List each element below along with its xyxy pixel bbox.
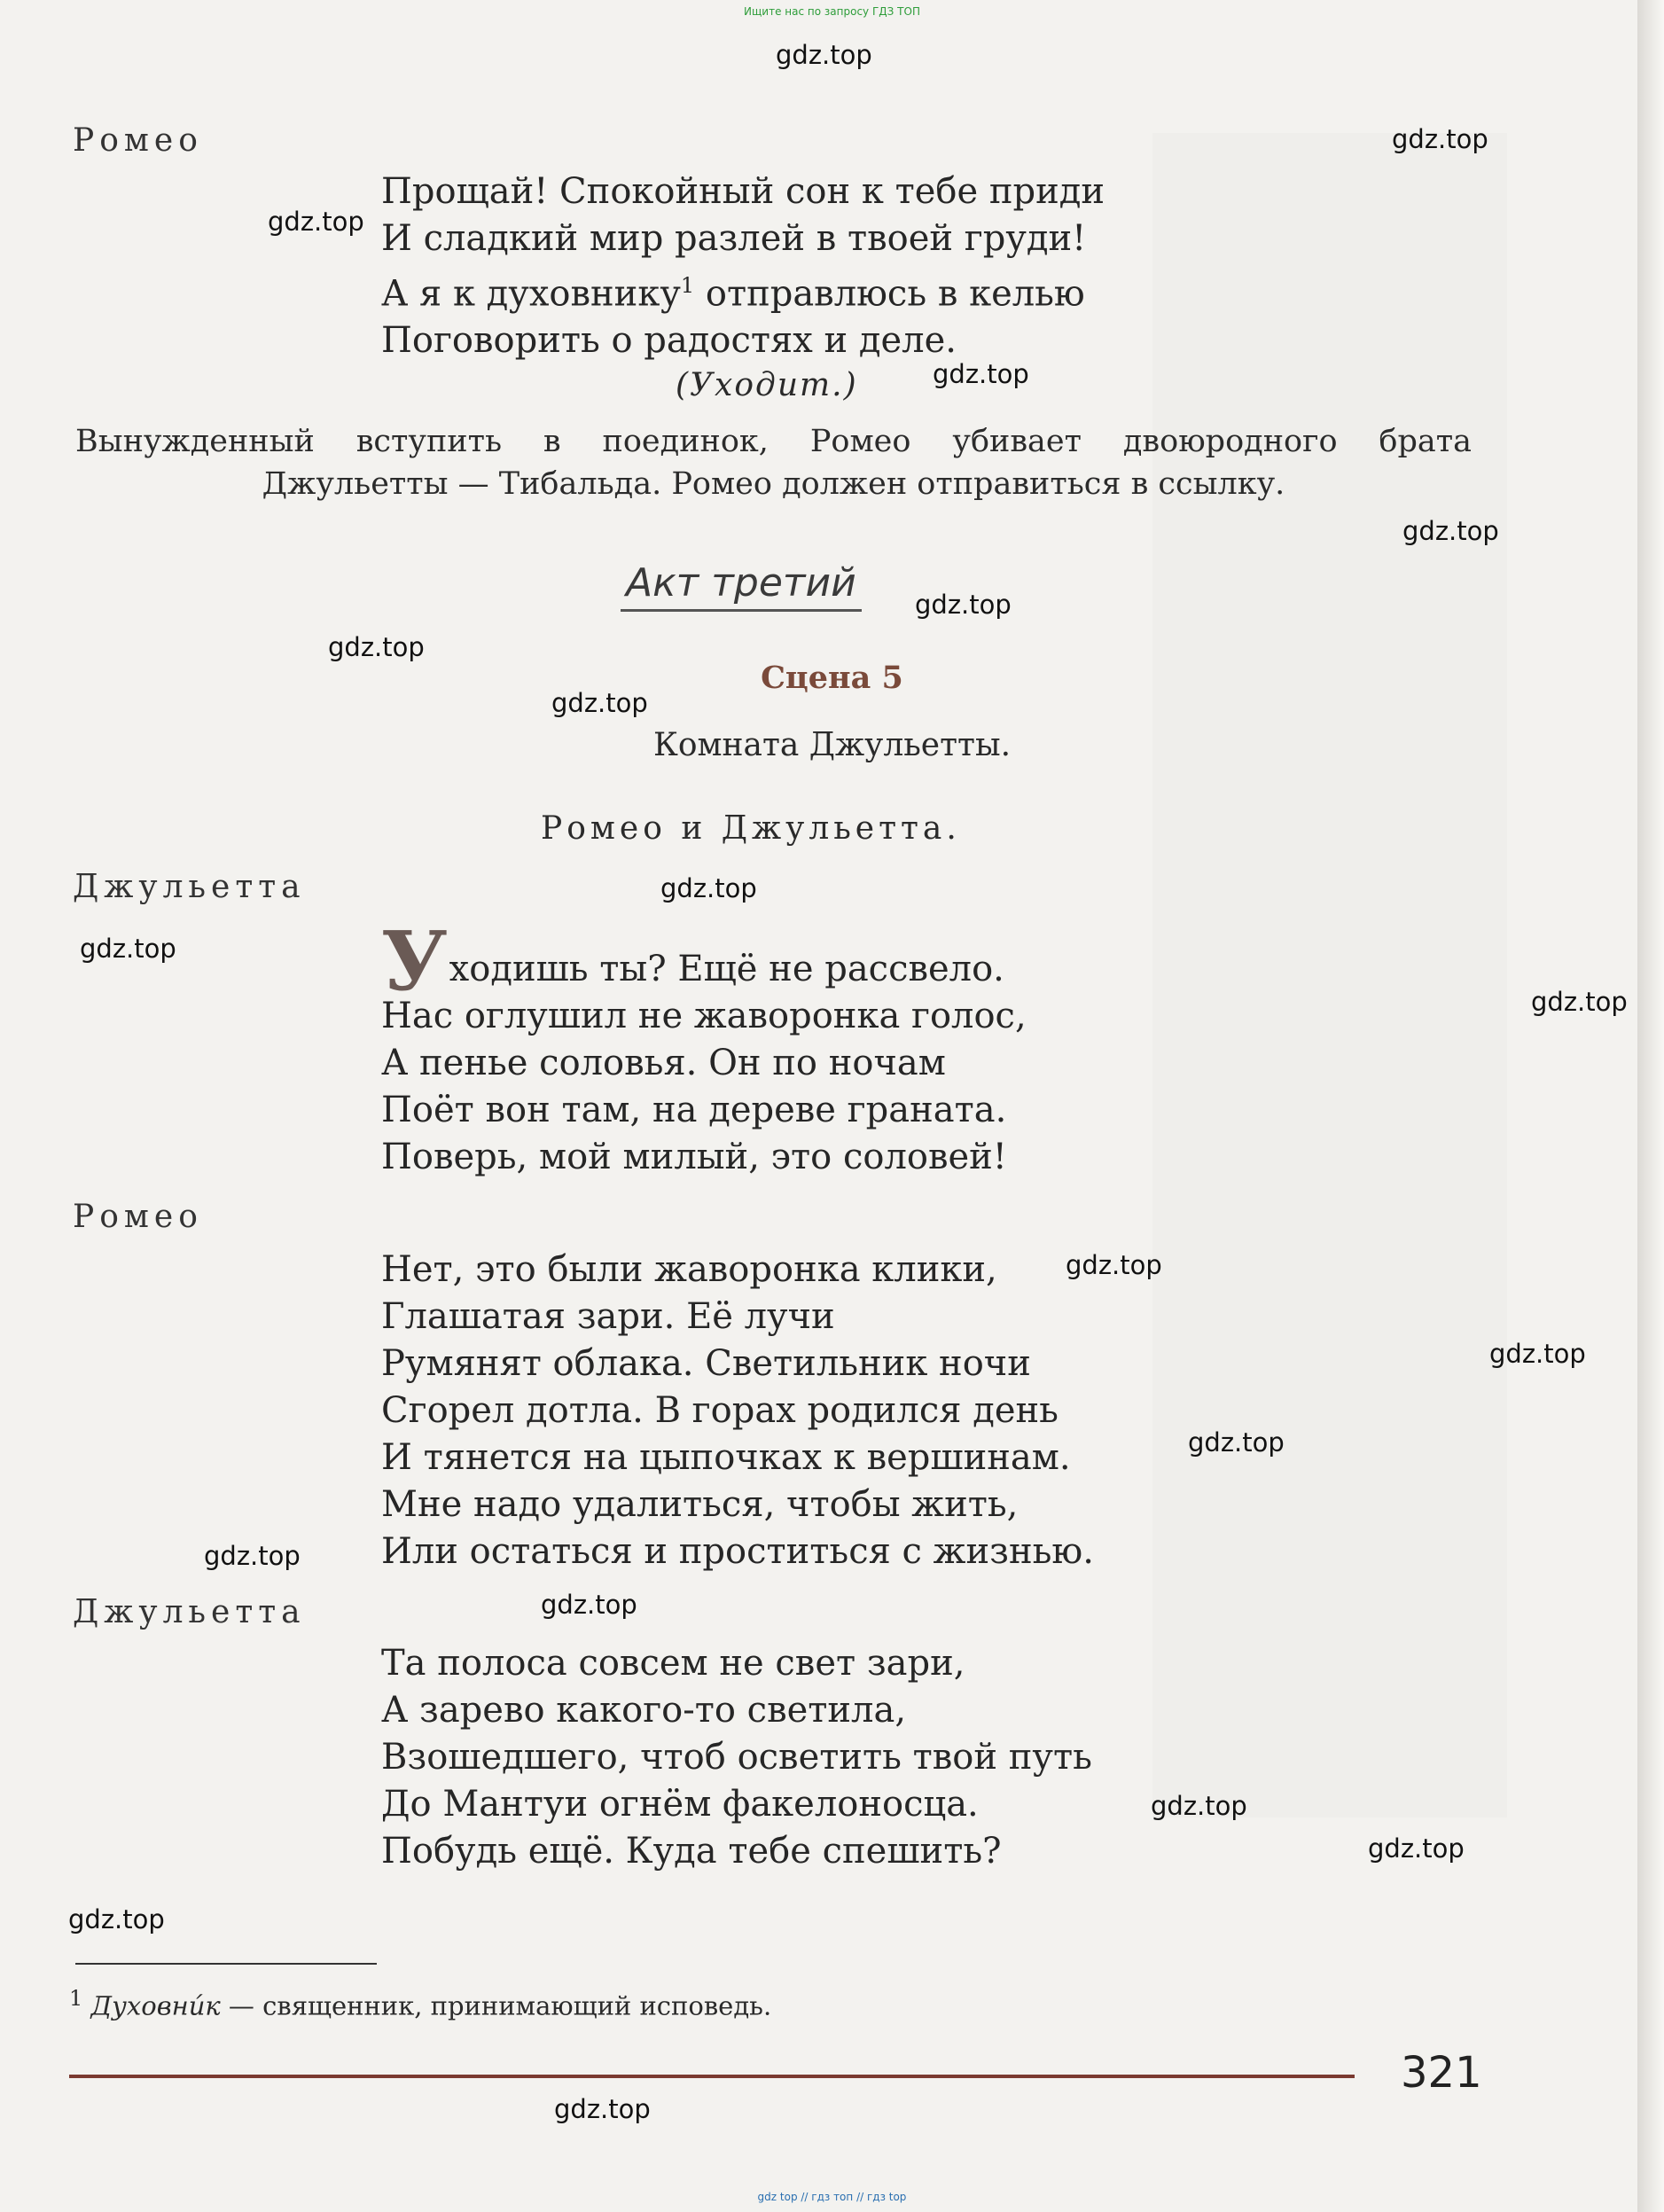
verse-line-end: отправлюсь в келью bbox=[694, 273, 1085, 315]
summary-line: Вынужденный вступить в поединок, Ромео убивает двоюродного брата bbox=[75, 424, 1472, 459]
verse-line: Та полоса совсем не свет зари, bbox=[381, 1643, 965, 1684]
verse-line bbox=[381, 262, 1105, 317]
verse-line: Румянят облака. Светильник ночи bbox=[381, 1343, 1031, 1384]
verse-block bbox=[381, 913, 1027, 1181]
plot-summary bbox=[75, 420, 1472, 505]
scene-setting: Комната Джульетты. bbox=[652, 727, 1012, 763]
watermark: gdz.top bbox=[328, 632, 425, 662]
verse-line: Сгорел дотла. В горах родился день bbox=[381, 1390, 1059, 1431]
footnote-marker: 1 bbox=[69, 1986, 83, 2011]
verse-line: Поверь, мой милый, это соловей! bbox=[381, 1137, 1007, 1177]
watermark: gdz.top bbox=[554, 2094, 651, 2124]
watermark: gdz.top bbox=[268, 207, 364, 237]
verse-line: А пенье соловья. Он по ночам bbox=[381, 1043, 946, 1083]
verse-line: И тянется на цыпочках к вершинам. bbox=[381, 1437, 1071, 1478]
verse-line: Побудь ещё. Куда тебе спешить? bbox=[381, 1831, 1002, 1872]
watermark: gdz.top bbox=[1489, 1339, 1586, 1369]
act-title: Акт третий bbox=[621, 560, 862, 612]
verse-line: До Мантуи огнём факелоносца. bbox=[381, 1784, 979, 1825]
verse-line: Прощай! Спокойный сон к тебе приди bbox=[381, 171, 1105, 212]
speaker-name: Ромео bbox=[73, 1199, 203, 1235]
footnote bbox=[69, 1986, 771, 2021]
stage-direction: (Уходит.) bbox=[676, 367, 858, 403]
scene-characters: Ромео и Джульетта. bbox=[541, 810, 961, 847]
watermark: gdz.top bbox=[1531, 987, 1628, 1017]
verse-block bbox=[381, 168, 1105, 364]
footnote-term: Духовни́к bbox=[90, 1990, 221, 2021]
verse-line-rest: ходишь ты? Ещё не рассвело. bbox=[449, 949, 1004, 989]
watermark: gdz.top bbox=[1151, 1791, 1247, 1821]
watermark: gdz.top bbox=[80, 934, 176, 964]
footnote-marker: 1 bbox=[680, 273, 695, 298]
page-edge-shadow bbox=[1637, 0, 1664, 2212]
verse-line: Нас оглушил не жаворонка голос, bbox=[381, 996, 1027, 1036]
bottom-rule bbox=[69, 2075, 1355, 2078]
speaker-name: Джульетта bbox=[73, 869, 306, 905]
bottom-link[interactable]: gdz top // гдз топ // гдз top bbox=[757, 2191, 907, 2203]
watermark: gdz.top bbox=[915, 590, 1012, 620]
verse-line: Или остаться и проститься с жизнью. bbox=[381, 1531, 1094, 1572]
verse-line: Нет, это были жаворонка клики, bbox=[381, 1249, 997, 1290]
watermark: gdz.top bbox=[1066, 1250, 1162, 1280]
scene-title: Сцена 5 bbox=[761, 660, 903, 696]
verse-line bbox=[381, 913, 1027, 1009]
verse-line: Глашатая зари. Её лучи bbox=[381, 1296, 835, 1337]
verse-block bbox=[381, 1640, 1092, 1875]
speaker-name: Джульетта bbox=[73, 1594, 306, 1630]
verse-line: А зарево какого-то светила, bbox=[381, 1690, 907, 1731]
drop-cap: У bbox=[381, 913, 448, 1009]
verse-line: Поговорить о радостях и деле. bbox=[381, 320, 957, 362]
speaker-name: Ромео bbox=[73, 122, 203, 159]
watermark: gdz.top bbox=[1402, 516, 1499, 546]
watermark: gdz.top bbox=[551, 688, 648, 718]
page-number: 321 bbox=[1401, 2048, 1482, 2098]
footnote-rule bbox=[75, 1963, 377, 1965]
verse-line: Мне надо удалиться, чтобы жить, bbox=[381, 1484, 1019, 1525]
verse-line: Поёт вон там, на дереве граната. bbox=[381, 1090, 1007, 1130]
footnote-text: — священник, принимающий исповедь. bbox=[220, 1990, 772, 2021]
watermark: gdz.top bbox=[933, 359, 1029, 389]
watermark: gdz.top bbox=[68, 1904, 165, 1935]
watermark: gdz.top bbox=[204, 1541, 301, 1571]
verse-line: Взошедшего, чтоб осветить твой путь bbox=[381, 1737, 1092, 1778]
verse-line-start: А я к духовнику bbox=[381, 273, 681, 315]
watermark: gdz.top bbox=[1188, 1427, 1285, 1458]
watermark: gdz.top bbox=[776, 40, 872, 70]
top-search-link[interactable]: Ищите нас по запросу ГДЗ ТОП bbox=[744, 5, 920, 18]
watermark: gdz.top bbox=[541, 1590, 637, 1620]
summary-line: Джульетты — Тибальда. Ромео должен отправиться в ссылку. bbox=[262, 466, 1285, 502]
watermark: gdz.top bbox=[660, 873, 757, 903]
watermark: gdz.top bbox=[1368, 1833, 1465, 1864]
watermark: gdz.top bbox=[1392, 124, 1488, 154]
show-through-shadow bbox=[1152, 133, 1507, 1817]
verse-block bbox=[381, 1247, 1094, 1575]
verse-line: И сладкий мир разлей в твоей груди! bbox=[381, 218, 1087, 259]
